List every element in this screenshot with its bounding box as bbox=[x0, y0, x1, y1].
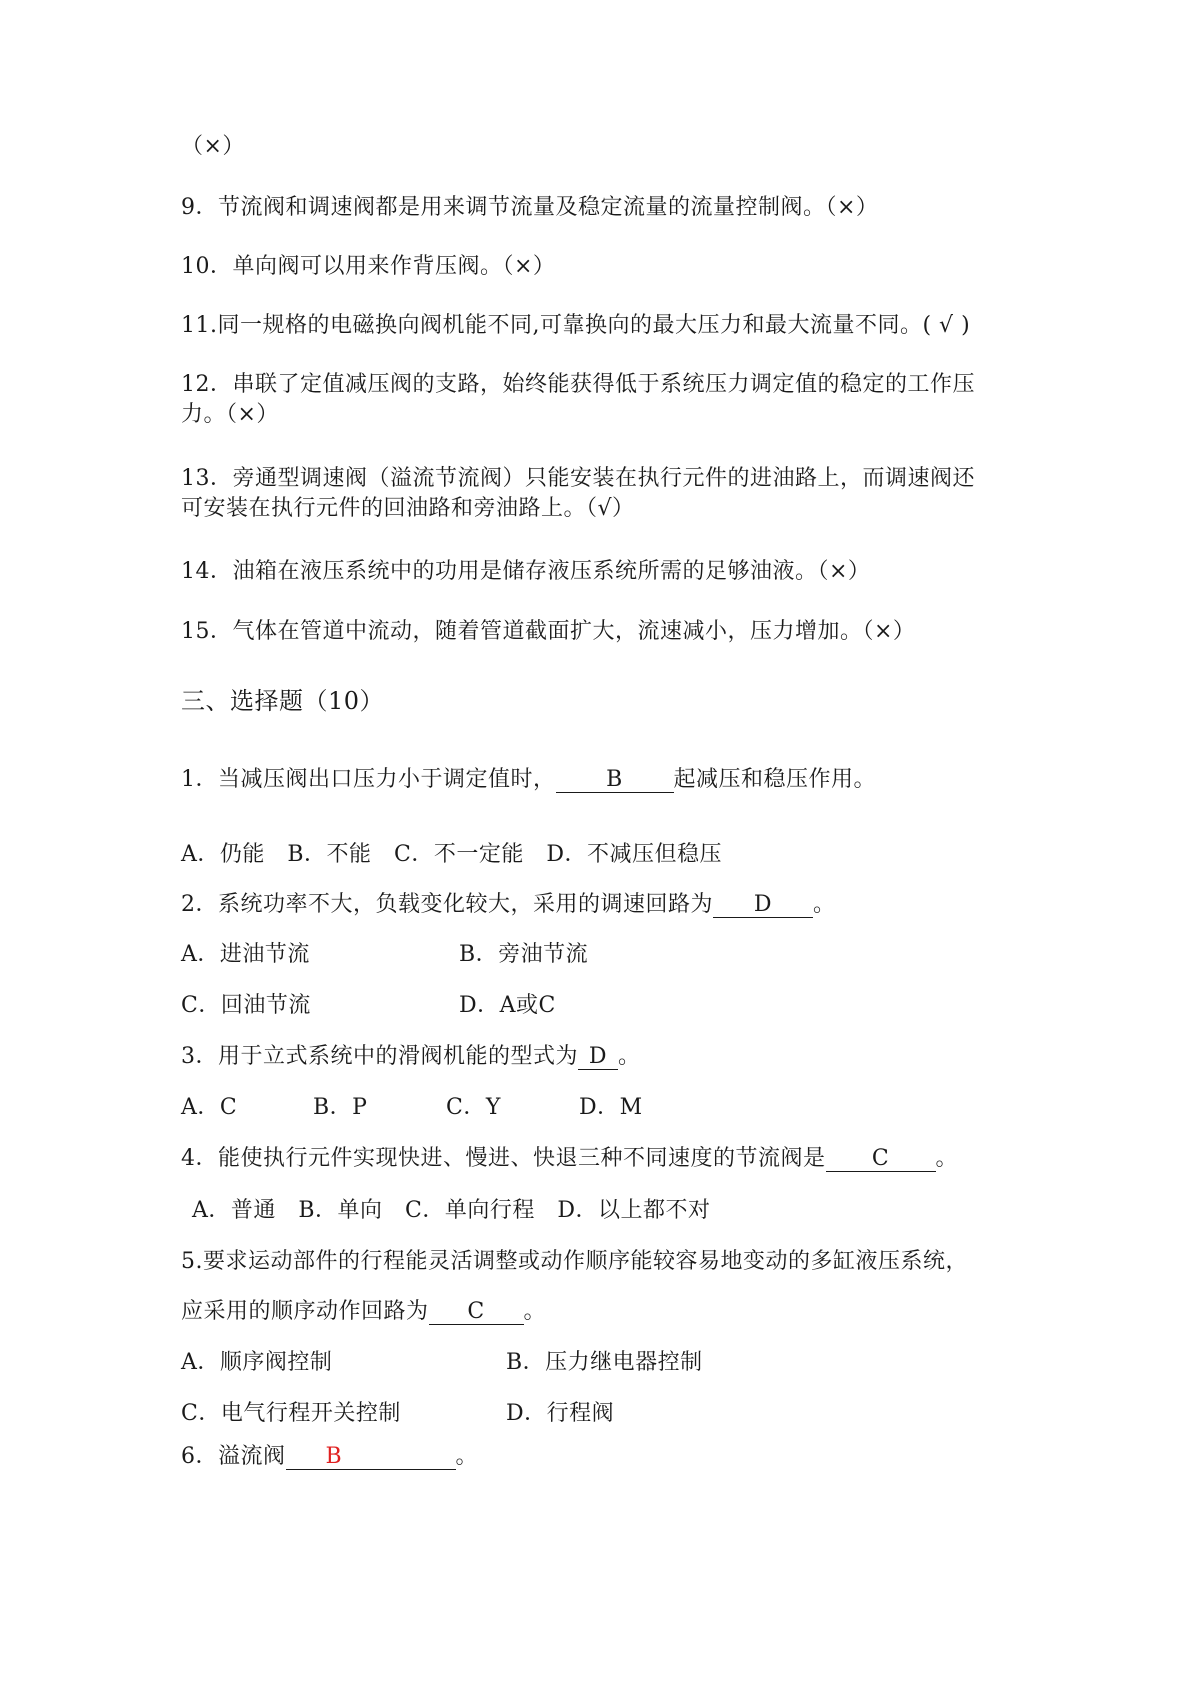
tf-item-9: 9．节流阀和调速阀都是用来调节流量及稳定流量的流量控制阀。（×） bbox=[181, 195, 879, 220]
mc-question-4-stem: 4．能使执行元件实现快进、慢进、快退三种不同速度的节流阀是 bbox=[181, 1146, 826, 1171]
mc-question-5-line2 bbox=[181, 1297, 546, 1327]
mc-question-1 bbox=[181, 765, 876, 795]
mc-question-3-option-c: C．Y bbox=[446, 1095, 501, 1120]
mc-question-3-option-d: D．M bbox=[579, 1095, 643, 1120]
mc-question-4-options: A．普通 B．单向 C．单向行程 D．以上都不对 bbox=[192, 1198, 711, 1223]
tf-item-12-line1: 12．串联了定值减压阀的支路，始终能获得低于系统压力调定值的稳定的工作压 bbox=[181, 372, 975, 397]
mc-question-2-option-b: B．旁油节流 bbox=[459, 942, 589, 967]
tf-item-10: 10．单向阀可以用来作背压阀。（×） bbox=[181, 254, 556, 279]
mc-question-5-line1: 5.要求运动部件的行程能灵活调整或动作顺序能较容易地变动的多缸液压系统， bbox=[181, 1249, 968, 1274]
mc-question-5-option-d: D．行程阀 bbox=[506, 1401, 615, 1426]
mc-question-3-answer: D bbox=[578, 1045, 618, 1070]
mc-question-5-option-a: A．顺序阀控制 bbox=[181, 1350, 333, 1375]
mc-question-3-option-b: B．P bbox=[313, 1095, 368, 1120]
mc-question-5-answer: C bbox=[429, 1300, 524, 1325]
mc-question-5-option-b: B．压力继电器控制 bbox=[506, 1350, 703, 1375]
mc-question-1-options: A．仍能 B．不能 C．不一定能 D．不减压但稳压 bbox=[181, 842, 723, 867]
mc-question-5-stem: 应采用的顺序动作回路为 bbox=[181, 1299, 429, 1324]
mc-question-3 bbox=[181, 1042, 641, 1072]
section-heading-choice: 三、选择题（10） bbox=[181, 687, 385, 715]
mc-question-2-option-a: A．进油节流 bbox=[181, 942, 310, 967]
mc-question-1-stem: 1．当减压阀出口压力小于调定值时， bbox=[181, 767, 556, 792]
mc-question-5-option-c: C．电气行程开关控制 bbox=[181, 1401, 401, 1426]
mc-question-6-answer: B bbox=[286, 1445, 456, 1470]
mc-question-4-answer: C bbox=[826, 1147, 936, 1172]
mc-question-6-stem: 6．溢流阀 bbox=[181, 1444, 286, 1469]
q8-answer-tail: （×） bbox=[181, 134, 245, 159]
tf-item-13-line2: 可安装在执行元件的回油路和旁油路上。（√） bbox=[181, 496, 635, 521]
mc-question-2-stem-end: 。 bbox=[813, 892, 836, 917]
tf-item-14: 14．油箱在液压系统中的功用是储存液压系统所需的足够油液。（×） bbox=[181, 559, 871, 584]
tf-item-13-line1: 13．旁通型调速阀（溢流节流阀）只能安装在执行元件的进油路上，而调速阀还 bbox=[181, 466, 975, 491]
mc-question-2-stem: 2．系统功率不大，负载变化较大，采用的调速回路为 bbox=[181, 892, 713, 917]
mc-question-4 bbox=[181, 1144, 958, 1174]
tf-item-11: 11.同一规格的电磁换向阀机能不同,可靠换向的最大压力和最大流量不同。( √ ) bbox=[181, 313, 971, 338]
mc-question-1-stem-end: 起减压和稳压作用。 bbox=[673, 767, 877, 792]
mc-question-2-option-c: C．回油节流 bbox=[181, 993, 311, 1018]
mc-question-3-option-a: A．C bbox=[181, 1095, 238, 1120]
mc-question-6-stem-end: 。 bbox=[455, 1444, 479, 1469]
mc-question-3-stem-end: 。 bbox=[618, 1044, 641, 1069]
mc-question-1-answer: B bbox=[556, 768, 674, 793]
mc-question-2 bbox=[181, 890, 836, 920]
tf-item-12-line2: 力。（×） bbox=[181, 402, 279, 427]
tf-item-15: 15．气体在管道中流动，随着管道截面扩大，流速减小，压力增加。（×） bbox=[181, 619, 916, 644]
mc-question-5-stem-end: 。 bbox=[523, 1299, 547, 1324]
mc-question-2-answer: D bbox=[713, 893, 813, 918]
mc-question-2-option-d: D．A或C bbox=[459, 993, 556, 1018]
mc-question-4-stem-end: 。 bbox=[935, 1146, 959, 1171]
mc-question-6 bbox=[181, 1442, 478, 1472]
mc-question-3-stem: 3．用于立式系统中的滑阀机能的型式为 bbox=[181, 1044, 578, 1069]
